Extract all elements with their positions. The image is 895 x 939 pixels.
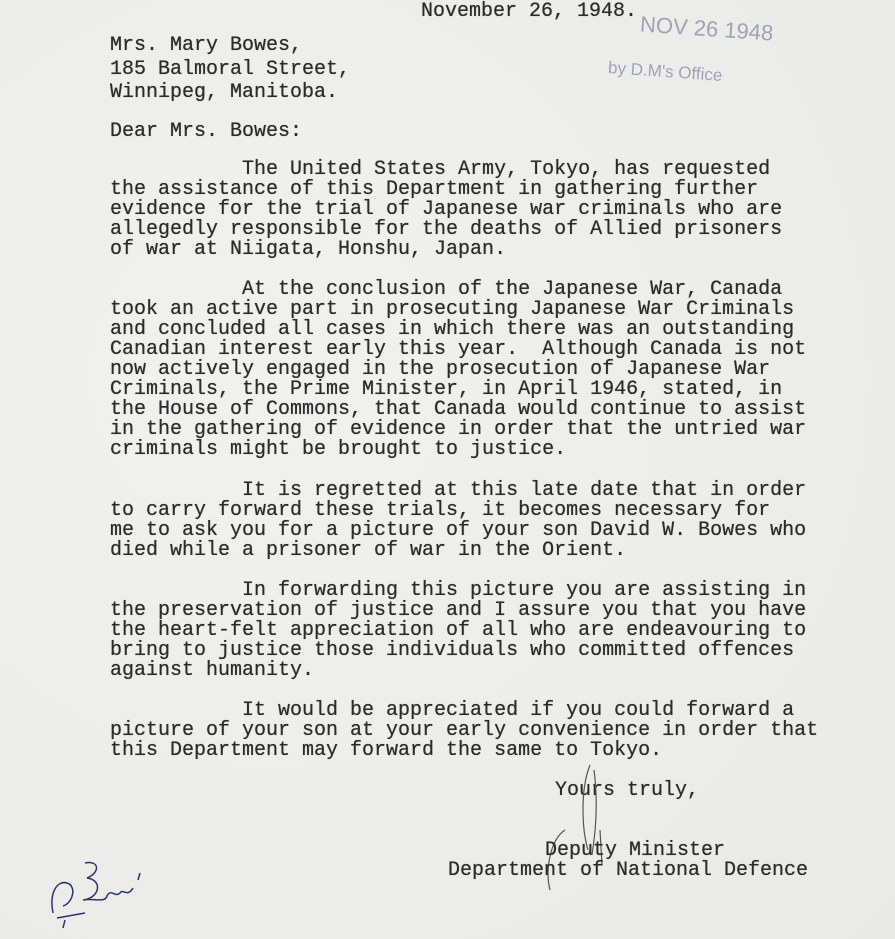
text-line: evidence for the trial of Japanese war criminals who are — [110, 198, 783, 221]
text-line: in the gathering of evidence in order that the untried war — [110, 418, 807, 441]
paragraph-2 — [110, 280, 806, 460]
text-line: of war at Niigata, Honshu, Japan. — [110, 238, 507, 261]
text-line: died while a prisoner of war in the Orient. — [110, 539, 627, 562]
text-line: Canadian interest early this year. Although Canada is not — [110, 338, 807, 361]
received-stamp-date: NOV 26 1948 — [639, 11, 775, 46]
text-line: took an active part in prosecuting Japanese War Criminals — [110, 298, 795, 321]
text-line: this Department may forward the same to Tokyo. — [110, 739, 663, 762]
recipient-line: Winnipeg, Manitoba. — [110, 81, 339, 104]
text-line: It is regretted at this late date that in order — [110, 479, 807, 502]
paragraph-3 — [110, 481, 806, 561]
text-line: me to ask you for a picture of your son David W. Bowes who — [110, 519, 807, 542]
text-line: picture of your son at your early convenience in order that — [110, 719, 819, 742]
signature-title: Deputy Minister — [545, 839, 726, 862]
text-line: At the conclusion of the Japanese War, Canada — [110, 278, 783, 301]
text-line: bring to justice those individuals who committed offences — [110, 639, 795, 662]
text-line: the preservation of justice and I assure you that you have — [110, 599, 807, 622]
text-line: to carry forward these trials, it becomes necessary for — [110, 499, 771, 522]
received-stamp-office: by D.M's Office — [607, 58, 723, 85]
text-line: criminals might be brought to justice. — [110, 438, 567, 461]
closing: Yours truly, — [555, 779, 700, 802]
text-line: the assistance of this Department in gathering further — [110, 178, 759, 201]
salutation: Dear Mrs. Bowes: — [110, 120, 303, 143]
text-line: It would be appreciated if you could forward a — [110, 699, 795, 722]
paragraph-1 — [110, 160, 782, 260]
text-line: allegedly responsible for the deaths of Allied prisoners — [110, 218, 783, 241]
handwritten-initials — [45, 858, 145, 930]
text-line: and concluded all cases in which there was an outstanding — [110, 318, 795, 341]
text-line: The United States Army, Tokyo, has requested — [110, 158, 771, 181]
handwritten-signature — [520, 760, 610, 910]
recipient-line: Mrs. Mary Bowes, — [110, 34, 303, 57]
signature-department: Department of National Defence — [448, 859, 809, 882]
recipient-line: 185 Balmoral Street, — [110, 58, 351, 81]
paragraph-4 — [110, 581, 806, 681]
letter-date: November 26, 1948. — [421, 0, 638, 23]
text-line: Criminals, the Prime Minister, in April 1946, stated, in — [110, 378, 783, 401]
text-line: the House of Commons, that Canada would continue to assist — [110, 398, 807, 421]
text-line: now actively engaged in the prosecution of Japanese War — [110, 358, 771, 381]
paragraph-5 — [110, 701, 818, 761]
text-line: against humanity. — [110, 659, 315, 682]
text-line: the heart-felt appreciation of all who are endeavouring to — [110, 619, 807, 642]
text-line: In forwarding this picture you are assisting in — [110, 579, 807, 602]
